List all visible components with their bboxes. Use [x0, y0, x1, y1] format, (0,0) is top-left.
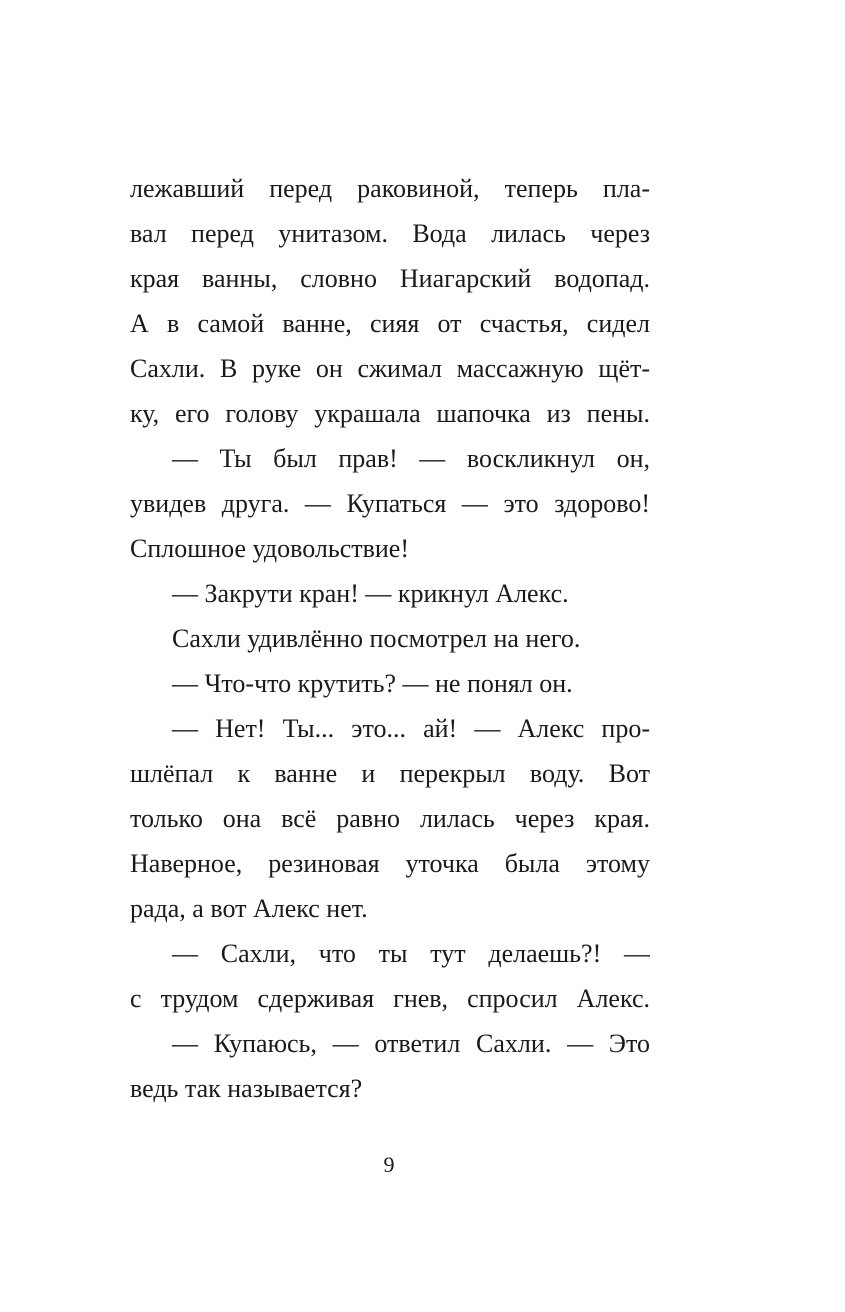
text-line: — Нет! Ты... это... ай! — Алекс про-	[172, 714, 650, 743]
text-line: вал перед унитазом. Вода лилась через	[130, 219, 650, 248]
text-line: только она всё равно лилась через края.	[130, 804, 650, 833]
text-line: шлёпал к ванне и перекрыл воду. Вот	[130, 759, 650, 788]
text-line: рада, а вот Алекс нет.	[130, 894, 368, 923]
text-line: края ванны, словно Ниагарский водопад.	[130, 264, 650, 293]
page-number: 9	[383, 1152, 395, 1177]
text-line: увидев друга. — Купаться — это здорово!	[130, 489, 650, 518]
text-line: ведь так называется?	[130, 1074, 363, 1103]
text-line: Сплошное удовольствие!	[130, 534, 409, 563]
text-line: Сахли удивлённо посмотрел на него.	[172, 624, 581, 653]
text-line: лежавший перед раковиной, теперь пла-	[130, 174, 650, 203]
text-line: — Сахли, что ты тут делаешь?! —	[172, 939, 650, 968]
text-line: — Купаюсь, — ответил Сахли. — Это	[172, 1029, 650, 1058]
text-line: с трудом сдерживая гнев, спросил Алекс.	[130, 984, 650, 1013]
text-line: — Закрути кран! — крикнул Алекс.	[172, 579, 569, 608]
text-line: — Ты был прав! — воскликнул он,	[172, 444, 650, 473]
text-line: А в самой ванне, сияя от счастья, сидел	[130, 309, 650, 338]
text-line: Наверное, резиновая уточка была этому	[130, 849, 650, 878]
text-line: Сахли. В руке он сжимал массажную щёт-	[130, 354, 650, 383]
text-line: — Что-что крутить? — не понял он.	[172, 669, 573, 698]
text-line: ку, его голову украшала шапочка из пены.	[130, 399, 650, 428]
page-body-text	[130, 166, 650, 1111]
